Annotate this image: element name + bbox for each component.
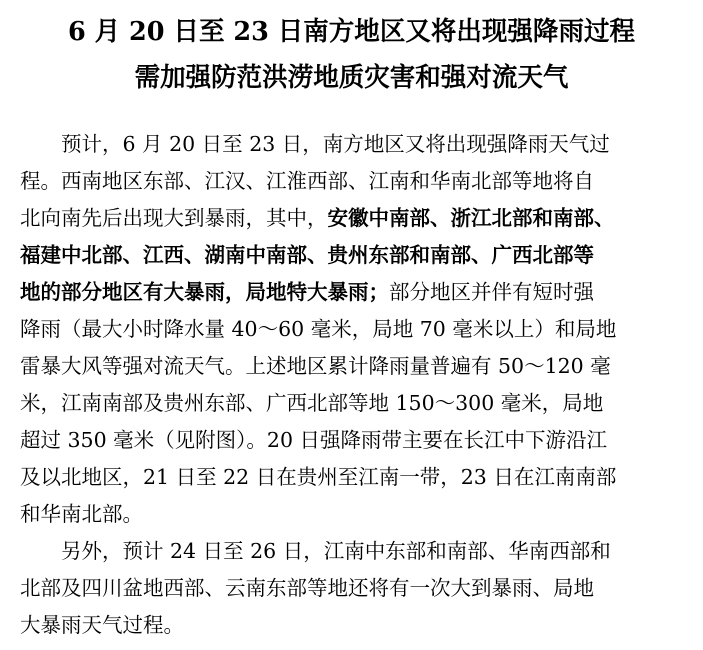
paragraph-1-line-5 bbox=[20, 277, 594, 307]
paragraph-1-line-3-text: 北向南先后出现大到暴雨，其中， bbox=[20, 206, 328, 230]
paragraph-1-line-10: 及以北地区，21 日至 22 日在贵州至江南一带，23 日在江南南部 bbox=[20, 465, 617, 489]
paragraph-1-line-5-bold: 地的部分地区有大暴雨，局地特大暴雨； bbox=[20, 280, 389, 304]
paragraph-1-line-3-bold: 安徽中南部、浙江北部和南部、 bbox=[327, 206, 615, 230]
paragraph-1-line-3 bbox=[20, 203, 615, 233]
paragraph-1-line-5-text: 部分地区并伴有短时强 bbox=[389, 280, 594, 304]
paragraph-1-line-6: 降雨（最大小时降水量 40～60 毫米，局地 70 毫米以上）和局地 bbox=[20, 317, 617, 341]
paragraph-1-line-7: 雷暴大风等强对流天气。上述地区累计降雨量普遍有 50～120 毫 bbox=[20, 354, 611, 378]
paragraph-1-line-11: 和华南北部。 bbox=[20, 502, 143, 526]
paragraph-2-line-1: 另外，预计 24 日至 26 日，江南中东部和南部、华南西部和 bbox=[61, 539, 611, 563]
paragraph-1-line-1: 预计，6 月 20 日至 23 日，南方地区又将出现强降雨天气过 bbox=[61, 132, 610, 156]
paragraph-1-line-4: 福建中北部、江西、湖南中南部、贵州东部和南部、广西北部等 bbox=[20, 243, 594, 267]
paragraph-1-line-9: 超过 350 毫米（见附图）。20 日强降雨带主要在长江中下游沿江 bbox=[20, 428, 608, 452]
paragraph-2-line-3: 大暴雨天气过程。 bbox=[20, 613, 184, 637]
paragraph-1-line-2: 程。西南地区东部、江汉、江淮西部、江南和华南北部等地将自 bbox=[20, 169, 594, 193]
title-line-2: 需加强防范洪涝地质灾害和强对流天气 bbox=[134, 63, 569, 93]
paragraph-1-line-8: 米，江南南部及贵州东部、广西北部等地 150～300 毫米，局地 bbox=[20, 391, 604, 415]
title-line-1: 6 月 20 日至 23 日南方地区又将出现强降雨过程 bbox=[67, 17, 636, 47]
paragraph-2-line-2: 北部及四川盆地西部、云南东部等地还将有一次大到暴雨、局地 bbox=[20, 576, 594, 600]
